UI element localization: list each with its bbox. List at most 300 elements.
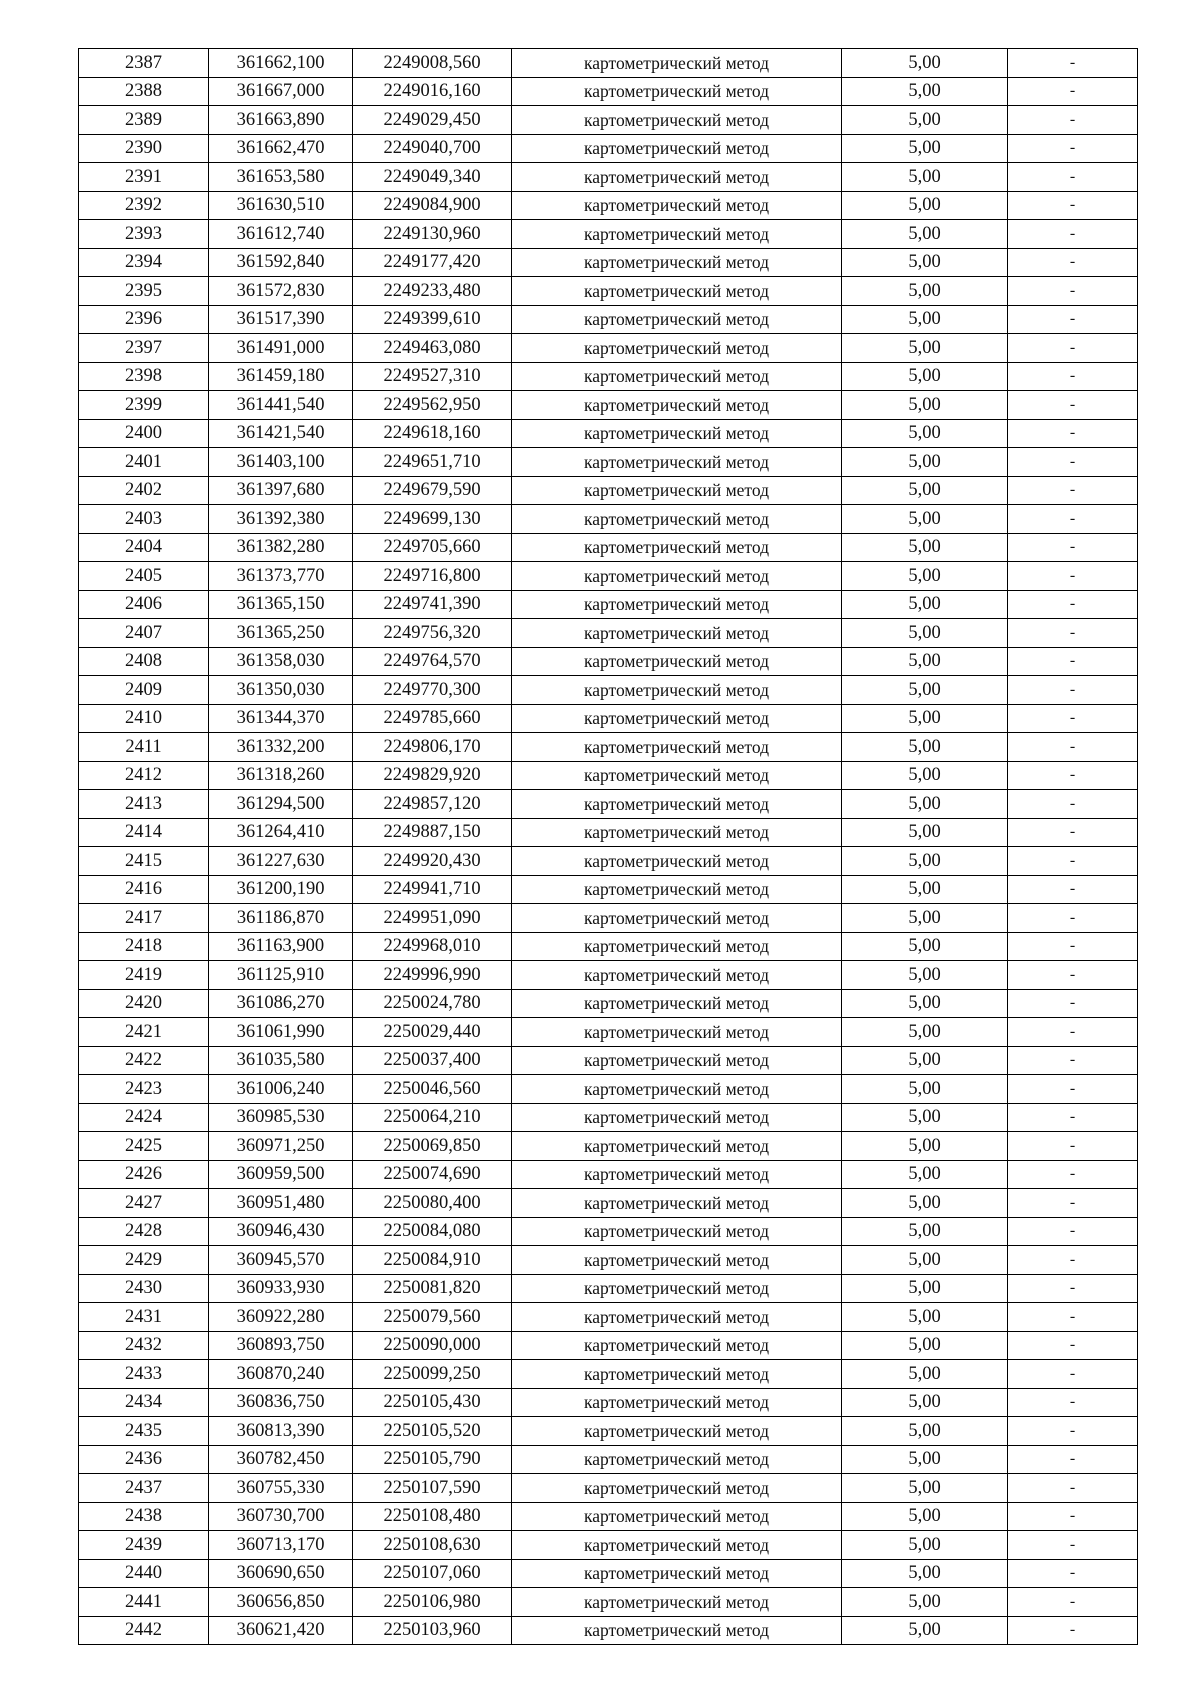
table-row [79, 277, 1138, 306]
table-row [79, 1132, 1138, 1161]
table-row [79, 1046, 1138, 1075]
point-number-cell: 2416 [79, 875, 209, 904]
x-coordinate-cell: 361318,260 [209, 761, 353, 790]
table-row [79, 191, 1138, 220]
note-cell: - [1008, 1502, 1138, 1531]
x-coordinate-cell: 361344,370 [209, 704, 353, 733]
method-cell: картометрический метод [512, 619, 842, 648]
table-row [79, 220, 1138, 249]
x-coordinate-cell: 361186,870 [209, 904, 353, 933]
table-row [79, 733, 1138, 762]
table-row [79, 305, 1138, 334]
point-number-cell: 2427 [79, 1189, 209, 1218]
y-coordinate-cell: 2250103,960 [353, 1616, 512, 1645]
point-number-cell: 2417 [79, 904, 209, 933]
method-cell: картометрический метод [512, 1103, 842, 1132]
y-coordinate-cell: 2250106,980 [353, 1588, 512, 1617]
precision-cell: 5,00 [842, 391, 1008, 420]
y-coordinate-cell: 2249741,390 [353, 590, 512, 619]
x-coordinate-cell: 361592,840 [209, 248, 353, 277]
y-coordinate-cell: 2249618,160 [353, 419, 512, 448]
method-cell: картометрический метод [512, 49, 842, 78]
method-cell: картометрический метод [512, 305, 842, 334]
point-number-cell: 2438 [79, 1502, 209, 1531]
note-cell: - [1008, 334, 1138, 363]
table-row [79, 790, 1138, 819]
x-coordinate-cell: 361491,000 [209, 334, 353, 363]
precision-cell: 5,00 [842, 1103, 1008, 1132]
point-number-cell: 2425 [79, 1132, 209, 1161]
precision-cell: 5,00 [842, 1331, 1008, 1360]
x-coordinate-cell: 361421,540 [209, 419, 353, 448]
precision-cell: 5,00 [842, 1445, 1008, 1474]
y-coordinate-cell: 2250069,850 [353, 1132, 512, 1161]
precision-cell: 5,00 [842, 704, 1008, 733]
point-number-cell: 2423 [79, 1075, 209, 1104]
note-cell: - [1008, 1303, 1138, 1332]
point-number-cell: 2396 [79, 305, 209, 334]
method-cell: картометрический метод [512, 448, 842, 477]
note-cell: - [1008, 191, 1138, 220]
point-number-cell: 2432 [79, 1331, 209, 1360]
x-coordinate-cell: 361227,630 [209, 847, 353, 876]
precision-cell: 5,00 [842, 818, 1008, 847]
method-cell: картометрический метод [512, 761, 842, 790]
point-number-cell: 2430 [79, 1274, 209, 1303]
method-cell: картометрический метод [512, 191, 842, 220]
x-coordinate-cell: 361382,280 [209, 533, 353, 562]
point-number-cell: 2437 [79, 1474, 209, 1503]
point-number-cell: 2397 [79, 334, 209, 363]
note-cell: - [1008, 1217, 1138, 1246]
table-row [79, 1103, 1138, 1132]
y-coordinate-cell: 2250029,440 [353, 1018, 512, 1047]
y-coordinate-cell: 2249968,010 [353, 932, 512, 961]
x-coordinate-cell: 361061,990 [209, 1018, 353, 1047]
y-coordinate-cell: 2250105,430 [353, 1388, 512, 1417]
precision-cell: 5,00 [842, 1303, 1008, 1332]
point-number-cell: 2436 [79, 1445, 209, 1474]
y-coordinate-cell: 2250108,480 [353, 1502, 512, 1531]
note-cell: - [1008, 1274, 1138, 1303]
note-cell: - [1008, 619, 1138, 648]
x-coordinate-cell: 361350,030 [209, 676, 353, 705]
precision-cell: 5,00 [842, 1075, 1008, 1104]
method-cell: картометрический метод [512, 1303, 842, 1332]
table-row [79, 391, 1138, 420]
method-cell: картометрический метод [512, 1417, 842, 1446]
point-number-cell: 2415 [79, 847, 209, 876]
x-coordinate-cell: 361441,540 [209, 391, 353, 420]
table-row [79, 419, 1138, 448]
table-row [79, 362, 1138, 391]
x-coordinate-cell: 361630,510 [209, 191, 353, 220]
point-number-cell: 2393 [79, 220, 209, 249]
x-coordinate-cell: 361373,770 [209, 562, 353, 591]
x-coordinate-cell: 360656,850 [209, 1588, 353, 1617]
precision-cell: 5,00 [842, 875, 1008, 904]
point-number-cell: 2412 [79, 761, 209, 790]
x-coordinate-cell: 361392,380 [209, 505, 353, 534]
table-row [79, 1445, 1138, 1474]
table-row [79, 1246, 1138, 1275]
precision-cell: 5,00 [842, 533, 1008, 562]
note-cell: - [1008, 134, 1138, 163]
precision-cell: 5,00 [842, 1502, 1008, 1531]
point-number-cell: 2391 [79, 163, 209, 192]
note-cell: - [1008, 1474, 1138, 1503]
method-cell: картометрический метод [512, 590, 842, 619]
precision-cell: 5,00 [842, 989, 1008, 1018]
note-cell: - [1008, 163, 1138, 192]
y-coordinate-cell: 2250037,400 [353, 1046, 512, 1075]
y-coordinate-cell: 2249705,660 [353, 533, 512, 562]
table-row [79, 1217, 1138, 1246]
method-cell: картометрический метод [512, 419, 842, 448]
precision-cell: 5,00 [842, 847, 1008, 876]
point-number-cell: 2392 [79, 191, 209, 220]
y-coordinate-cell: 2249233,480 [353, 277, 512, 306]
y-coordinate-cell: 2250024,780 [353, 989, 512, 1018]
precision-cell: 5,00 [842, 676, 1008, 705]
point-number-cell: 2405 [79, 562, 209, 591]
x-coordinate-cell: 360971,250 [209, 1132, 353, 1161]
method-cell: картометрический метод [512, 163, 842, 192]
note-cell: - [1008, 932, 1138, 961]
note-cell: - [1008, 676, 1138, 705]
method-cell: картометрический метод [512, 248, 842, 277]
method-cell: картометрический метод [512, 1075, 842, 1104]
precision-cell: 5,00 [842, 1388, 1008, 1417]
table-row [79, 163, 1138, 192]
table-row [79, 1559, 1138, 1588]
method-cell: картометрический метод [512, 1331, 842, 1360]
x-coordinate-cell: 361358,030 [209, 647, 353, 676]
point-number-cell: 2407 [79, 619, 209, 648]
point-number-cell: 2387 [79, 49, 209, 78]
x-coordinate-cell: 361294,500 [209, 790, 353, 819]
y-coordinate-cell: 2250080,400 [353, 1189, 512, 1218]
method-cell: картометрический метод [512, 134, 842, 163]
x-coordinate-cell: 361662,470 [209, 134, 353, 163]
point-number-cell: 2440 [79, 1559, 209, 1588]
x-coordinate-cell: 361332,200 [209, 733, 353, 762]
table-row [79, 875, 1138, 904]
method-cell: картометрический метод [512, 362, 842, 391]
note-cell: - [1008, 590, 1138, 619]
table-row [79, 590, 1138, 619]
method-cell: картометрический метод [512, 1616, 842, 1645]
note-cell: - [1008, 818, 1138, 847]
table-row [79, 619, 1138, 648]
precision-cell: 5,00 [842, 647, 1008, 676]
x-coordinate-cell: 360893,750 [209, 1331, 353, 1360]
y-coordinate-cell: 2249651,710 [353, 448, 512, 477]
y-coordinate-cell: 2250084,080 [353, 1217, 512, 1246]
y-coordinate-cell: 2250105,790 [353, 1445, 512, 1474]
table-row [79, 932, 1138, 961]
x-coordinate-cell: 361517,390 [209, 305, 353, 334]
precision-cell: 5,00 [842, 1018, 1008, 1047]
note-cell: - [1008, 419, 1138, 448]
y-coordinate-cell: 2249699,130 [353, 505, 512, 534]
coordinates-table [78, 48, 1138, 1645]
y-coordinate-cell: 2249951,090 [353, 904, 512, 933]
method-cell: картометрический метод [512, 1445, 842, 1474]
precision-cell: 5,00 [842, 77, 1008, 106]
table-row [79, 1160, 1138, 1189]
point-number-cell: 2406 [79, 590, 209, 619]
note-cell: - [1008, 391, 1138, 420]
x-coordinate-cell: 360813,390 [209, 1417, 353, 1446]
table-row [79, 49, 1138, 78]
y-coordinate-cell: 2249040,700 [353, 134, 512, 163]
note-cell: - [1008, 1075, 1138, 1104]
table-row [79, 818, 1138, 847]
method-cell: картометрический метод [512, 1246, 842, 1275]
y-coordinate-cell: 2250090,000 [353, 1331, 512, 1360]
x-coordinate-cell: 360713,170 [209, 1531, 353, 1560]
precision-cell: 5,00 [842, 134, 1008, 163]
precision-cell: 5,00 [842, 362, 1008, 391]
point-number-cell: 2419 [79, 961, 209, 990]
note-cell: - [1008, 733, 1138, 762]
x-coordinate-cell: 361403,100 [209, 448, 353, 477]
point-number-cell: 2402 [79, 476, 209, 505]
precision-cell: 5,00 [842, 1189, 1008, 1218]
x-coordinate-cell: 361163,900 [209, 932, 353, 961]
method-cell: картометрический метод [512, 847, 842, 876]
method-cell: картометрический метод [512, 505, 842, 534]
point-number-cell: 2434 [79, 1388, 209, 1417]
y-coordinate-cell: 2249084,900 [353, 191, 512, 220]
method-cell: картометрический метод [512, 1018, 842, 1047]
table-row [79, 1474, 1138, 1503]
method-cell: картометрический метод [512, 476, 842, 505]
table-row [79, 847, 1138, 876]
note-cell: - [1008, 305, 1138, 334]
precision-cell: 5,00 [842, 505, 1008, 534]
x-coordinate-cell: 361612,740 [209, 220, 353, 249]
note-cell: - [1008, 1588, 1138, 1617]
method-cell: картометрический метод [512, 989, 842, 1018]
note-cell: - [1008, 49, 1138, 78]
note-cell: - [1008, 904, 1138, 933]
coordinates-document [78, 48, 1137, 1645]
method-cell: картометрический метод [512, 277, 842, 306]
method-cell: картометрический метод [512, 704, 842, 733]
precision-cell: 5,00 [842, 305, 1008, 334]
x-coordinate-cell: 361572,830 [209, 277, 353, 306]
point-number-cell: 2421 [79, 1018, 209, 1047]
table-row [79, 1018, 1138, 1047]
method-cell: картометрический метод [512, 1160, 842, 1189]
y-coordinate-cell: 2249130,960 [353, 220, 512, 249]
precision-cell: 5,00 [842, 1246, 1008, 1275]
method-cell: картометрический метод [512, 1531, 842, 1560]
note-cell: - [1008, 704, 1138, 733]
table-body [79, 49, 1138, 1645]
precision-cell: 5,00 [842, 1360, 1008, 1389]
y-coordinate-cell: 2249679,590 [353, 476, 512, 505]
y-coordinate-cell: 2249399,610 [353, 305, 512, 334]
point-number-cell: 2420 [79, 989, 209, 1018]
point-number-cell: 2390 [79, 134, 209, 163]
table-row [79, 1531, 1138, 1560]
note-cell: - [1008, 476, 1138, 505]
method-cell: картометрический метод [512, 1360, 842, 1389]
precision-cell: 5,00 [842, 1417, 1008, 1446]
precision-cell: 5,00 [842, 1132, 1008, 1161]
y-coordinate-cell: 2249857,120 [353, 790, 512, 819]
table-row [79, 476, 1138, 505]
note-cell: - [1008, 1417, 1138, 1446]
table-row [79, 562, 1138, 591]
point-number-cell: 2404 [79, 533, 209, 562]
method-cell: картометрический метод [512, 1388, 842, 1417]
precision-cell: 5,00 [842, 191, 1008, 220]
precision-cell: 5,00 [842, 790, 1008, 819]
y-coordinate-cell: 2250046,560 [353, 1075, 512, 1104]
y-coordinate-cell: 2249029,450 [353, 106, 512, 135]
x-coordinate-cell: 361365,150 [209, 590, 353, 619]
table-row [79, 77, 1138, 106]
table-row [79, 676, 1138, 705]
table-row [79, 904, 1138, 933]
point-number-cell: 2422 [79, 1046, 209, 1075]
method-cell: картометрический метод [512, 733, 842, 762]
x-coordinate-cell: 360946,430 [209, 1217, 353, 1246]
x-coordinate-cell: 360782,450 [209, 1445, 353, 1474]
table-row [79, 533, 1138, 562]
x-coordinate-cell: 360959,500 [209, 1160, 353, 1189]
precision-cell: 5,00 [842, 163, 1008, 192]
table-row [79, 704, 1138, 733]
y-coordinate-cell: 2250108,630 [353, 1531, 512, 1560]
table-row [79, 961, 1138, 990]
method-cell: картометрический метод [512, 220, 842, 249]
precision-cell: 5,00 [842, 220, 1008, 249]
point-number-cell: 2410 [79, 704, 209, 733]
point-number-cell: 2409 [79, 676, 209, 705]
table-row [79, 334, 1138, 363]
y-coordinate-cell: 2249996,990 [353, 961, 512, 990]
y-coordinate-cell: 2250079,560 [353, 1303, 512, 1332]
y-coordinate-cell: 2249527,310 [353, 362, 512, 391]
point-number-cell: 2442 [79, 1616, 209, 1645]
precision-cell: 5,00 [842, 277, 1008, 306]
method-cell: картометрический метод [512, 790, 842, 819]
x-coordinate-cell: 360951,480 [209, 1189, 353, 1218]
x-coordinate-cell: 360730,700 [209, 1502, 353, 1531]
point-number-cell: 2408 [79, 647, 209, 676]
method-cell: картометрический метод [512, 533, 842, 562]
point-number-cell: 2435 [79, 1417, 209, 1446]
note-cell: - [1008, 106, 1138, 135]
precision-cell: 5,00 [842, 961, 1008, 990]
note-cell: - [1008, 875, 1138, 904]
point-number-cell: 2400 [79, 419, 209, 448]
precision-cell: 5,00 [842, 1160, 1008, 1189]
table-row [79, 1588, 1138, 1617]
x-coordinate-cell: 361200,190 [209, 875, 353, 904]
precision-cell: 5,00 [842, 1217, 1008, 1246]
note-cell: - [1008, 1360, 1138, 1389]
precision-cell: 5,00 [842, 1616, 1008, 1645]
table-row [79, 1502, 1138, 1531]
method-cell: картометрический метод [512, 875, 842, 904]
note-cell: - [1008, 1046, 1138, 1075]
precision-cell: 5,00 [842, 419, 1008, 448]
point-number-cell: 2388 [79, 77, 209, 106]
precision-cell: 5,00 [842, 248, 1008, 277]
note-cell: - [1008, 448, 1138, 477]
precision-cell: 5,00 [842, 733, 1008, 762]
precision-cell: 5,00 [842, 448, 1008, 477]
precision-cell: 5,00 [842, 904, 1008, 933]
method-cell: картометрический метод [512, 1588, 842, 1617]
note-cell: - [1008, 277, 1138, 306]
y-coordinate-cell: 2250107,060 [353, 1559, 512, 1588]
point-number-cell: 2414 [79, 818, 209, 847]
note-cell: - [1008, 562, 1138, 591]
precision-cell: 5,00 [842, 932, 1008, 961]
x-coordinate-cell: 360690,650 [209, 1559, 353, 1588]
x-coordinate-cell: 360836,750 [209, 1388, 353, 1417]
method-cell: картометрический метод [512, 904, 842, 933]
precision-cell: 5,00 [842, 1588, 1008, 1617]
method-cell: картометрический метод [512, 106, 842, 135]
y-coordinate-cell: 2249016,160 [353, 77, 512, 106]
x-coordinate-cell: 360933,930 [209, 1274, 353, 1303]
y-coordinate-cell: 2249806,170 [353, 733, 512, 762]
method-cell: картометрический метод [512, 1132, 842, 1161]
point-number-cell: 2424 [79, 1103, 209, 1132]
y-coordinate-cell: 2250064,210 [353, 1103, 512, 1132]
y-coordinate-cell: 2250074,690 [353, 1160, 512, 1189]
note-cell: - [1008, 1445, 1138, 1474]
x-coordinate-cell: 361264,410 [209, 818, 353, 847]
precision-cell: 5,00 [842, 619, 1008, 648]
table-row [79, 1388, 1138, 1417]
x-coordinate-cell: 360922,280 [209, 1303, 353, 1332]
precision-cell: 5,00 [842, 106, 1008, 135]
x-coordinate-cell: 360945,570 [209, 1246, 353, 1275]
note-cell: - [1008, 1103, 1138, 1132]
x-coordinate-cell: 360985,530 [209, 1103, 353, 1132]
point-number-cell: 2411 [79, 733, 209, 762]
x-coordinate-cell: 360870,240 [209, 1360, 353, 1389]
method-cell: картометрический метод [512, 1217, 842, 1246]
y-coordinate-cell: 2249770,300 [353, 676, 512, 705]
point-number-cell: 2403 [79, 505, 209, 534]
x-coordinate-cell: 361006,240 [209, 1075, 353, 1104]
point-number-cell: 2399 [79, 391, 209, 420]
point-number-cell: 2439 [79, 1531, 209, 1560]
table-row [79, 1360, 1138, 1389]
note-cell: - [1008, 961, 1138, 990]
table-row [79, 106, 1138, 135]
method-cell: картометрический метод [512, 1046, 842, 1075]
table-row [79, 248, 1138, 277]
note-cell: - [1008, 1018, 1138, 1047]
x-coordinate-cell: 360755,330 [209, 1474, 353, 1503]
note-cell: - [1008, 1388, 1138, 1417]
x-coordinate-cell: 361667,000 [209, 77, 353, 106]
method-cell: картометрический метод [512, 1474, 842, 1503]
table-row [79, 505, 1138, 534]
table-row [79, 1616, 1138, 1645]
